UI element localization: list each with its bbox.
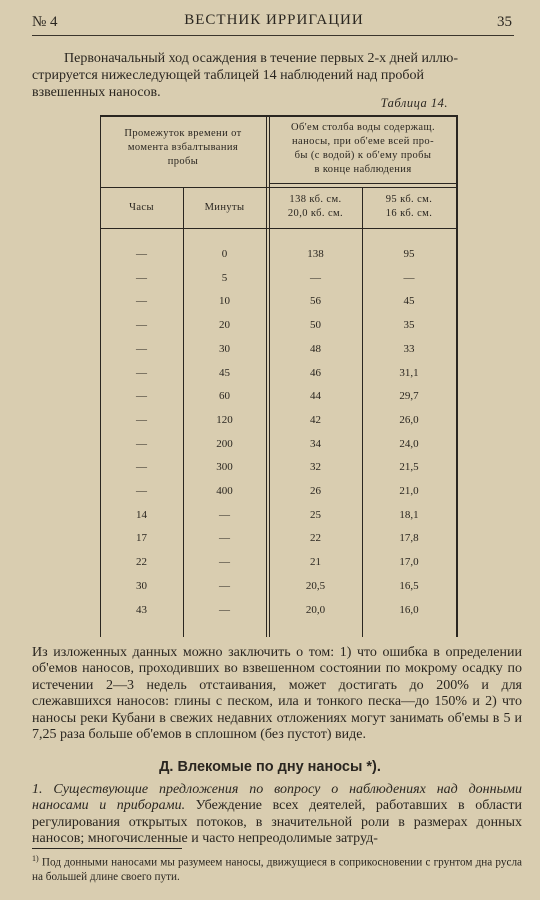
table-cell-v2: 31,1 bbox=[399, 367, 419, 379]
table-cell-minutes: — bbox=[219, 580, 230, 592]
table-cell-hours: — bbox=[136, 438, 147, 450]
table-cell-hours: — bbox=[136, 414, 147, 426]
intro-line-3: взвешенных наносов. bbox=[32, 85, 161, 100]
table-cell-minutes: — bbox=[219, 532, 230, 544]
footnote-mark: 1) bbox=[32, 854, 39, 863]
table-cell-v1: 32 bbox=[310, 461, 321, 473]
table-cell-v1: 138 bbox=[307, 248, 324, 260]
section-heading: Д. Влекомые по дну наносы *). bbox=[159, 759, 381, 775]
intro-line-2: стрируется нижеследующей таблицей 14 наблюдений над пробой bbox=[32, 68, 425, 83]
table-cell-v1: 20,0 bbox=[305, 604, 326, 616]
table-cell-hours: 22 bbox=[136, 556, 147, 568]
table-cell-v1: 25 bbox=[310, 509, 321, 521]
table-cell-v2: 35 bbox=[403, 319, 415, 331]
table-cell-hours: — bbox=[136, 319, 147, 331]
intro-paragraph bbox=[32, 50, 522, 101]
table-cell-hours: — bbox=[136, 295, 147, 307]
table-header-rule-1 bbox=[100, 187, 457, 188]
table-right-border bbox=[456, 115, 458, 637]
section-text: Убеждение всех деятелей, работавших в области регулирования открытых потоков, в значительной роли в размерах донных наносов; многочисленные и часто непреодолимые затруд- bbox=[32, 798, 522, 847]
header-time-interval: Промежуток времени от момента взбалтывания пробы bbox=[124, 128, 242, 167]
table-cell-v2: 24,0 bbox=[399, 438, 419, 450]
table-cell-minutes: — bbox=[219, 509, 230, 521]
footnote-rule bbox=[32, 848, 182, 849]
table-cell-v1: — bbox=[310, 272, 321, 284]
table-cell-v1: 46 bbox=[310, 367, 321, 379]
header-hours: Часы bbox=[129, 202, 154, 213]
observation-table bbox=[100, 115, 456, 637]
table-cell-v1: 21 bbox=[310, 556, 321, 568]
table-cell-hours: — bbox=[136, 272, 147, 284]
page-number: 35 bbox=[497, 14, 512, 30]
table-cell-hours: — bbox=[136, 461, 147, 473]
table-divider-main bbox=[266, 115, 267, 637]
table-cell-minutes: — bbox=[219, 604, 230, 616]
table-cell-v2: 16,5 bbox=[399, 580, 419, 592]
table-cell-hours: 30 bbox=[136, 580, 147, 592]
table-cell-hours: 14 bbox=[136, 509, 147, 521]
footnote-text: Под донными наносами мы разумеем наносы, движущиеся в соприкосновении с грунтом дна русла на большей длине своего пути. bbox=[32, 856, 522, 883]
conclusion-paragraph: Из изложенных данных можно заключить о том: 1) что ошибка в определении об'емов наносов, проходивших во взвешенном состоянии по мокрому осадку по истечении 2—3 недель отстаивания, может достигать до 200% и для слежавшихся наносов: глины с песком, ила и тонкого песка—до 150% и 2) что наносы реки Кубани в свежих недавних отложениях могут занимать об'емы в 5 и 7,25 раза больше об'емов в сплошном (без пустот) виде. bbox=[32, 645, 522, 743]
table-cell-hours: — bbox=[136, 485, 147, 497]
table-cell-minutes: 5 bbox=[221, 272, 228, 284]
table-cell-minutes: 45 bbox=[219, 367, 230, 379]
table-caption: Таблица 14. bbox=[380, 96, 448, 110]
table-cell-hours: — bbox=[136, 367, 147, 379]
table-cell-minutes: 400 bbox=[216, 485, 233, 497]
header-sample-138: 138 кб. см. 20,0 кб. см. bbox=[287, 194, 344, 219]
table-cell-v1: 48 bbox=[310, 343, 321, 355]
table-cell-hours: — bbox=[136, 390, 147, 402]
header-minutes: Минуты bbox=[204, 202, 245, 213]
table-cell-v2: 18,1 bbox=[399, 509, 419, 521]
table-cell-v1: 34 bbox=[310, 438, 321, 450]
header-rule bbox=[32, 35, 514, 36]
table-top-rule bbox=[100, 115, 456, 117]
table-cell-minutes: 60 bbox=[219, 390, 230, 402]
table-cell-hours: — bbox=[136, 248, 147, 260]
header-volume-ratio: Об'ем столба воды содержащ. наносы, при об'еме всей про- бы (с водой) к об'ему пробы в конце наблюдения bbox=[291, 122, 435, 175]
table-cell-v1: 50 bbox=[310, 319, 321, 331]
section-subheading: 1. Существующие предложения по вопросу о наблюдениях над донными наносами и приборами. bbox=[32, 782, 522, 814]
header-sample-95: 95 кб. см. 16 кб. см. bbox=[385, 194, 433, 219]
table-cell-v1: 42 bbox=[310, 414, 321, 426]
table-cell-minutes: 300 bbox=[216, 461, 233, 473]
issue-number: № 4 bbox=[32, 14, 58, 30]
table-cell-v1: 44 bbox=[310, 390, 321, 402]
table-cell-minutes: — bbox=[219, 556, 230, 568]
table-header-rule-right bbox=[269, 183, 457, 184]
table-cell-v2: 17,8 bbox=[399, 532, 419, 544]
table-cell-minutes: 120 bbox=[216, 414, 233, 426]
table-cell-v2: 29,7 bbox=[399, 390, 419, 402]
table-cell-v2: 17,0 bbox=[399, 556, 419, 568]
table-cell-v2: — bbox=[403, 272, 415, 284]
footnote bbox=[32, 852, 522, 884]
table-cell-hours: — bbox=[136, 343, 147, 355]
running-header bbox=[32, 12, 516, 34]
table-cell-v2: 21,0 bbox=[399, 485, 419, 497]
table-cell-v1: 22 bbox=[310, 532, 321, 544]
table-cell-hours: 17 bbox=[136, 532, 147, 544]
table-cell-v2: 21,5 bbox=[399, 461, 419, 473]
table-header-rule-2 bbox=[100, 228, 457, 229]
table-cell-hours: 43 bbox=[136, 604, 147, 616]
intro-line-1: Первоначальный ход осаждения в течение первых 2-х дней иллю- bbox=[64, 51, 459, 66]
table-cell-minutes: 200 bbox=[216, 438, 233, 450]
table-cell-v1: 20,5 bbox=[305, 580, 326, 592]
table-cell-v2: 95 bbox=[403, 248, 415, 260]
table-cell-v1: 56 bbox=[310, 295, 321, 307]
section-paragraph bbox=[32, 782, 522, 848]
table-cell-minutes: 10 bbox=[219, 295, 230, 307]
table-cell-v2: 45 bbox=[403, 295, 415, 307]
table-cell-minutes: 30 bbox=[219, 343, 230, 355]
table-cell-v1: 26 bbox=[310, 485, 321, 497]
journal-title: ВЕСТНИК ИРРИГАЦИИ bbox=[184, 12, 364, 28]
table-cell-minutes: 0 bbox=[221, 248, 228, 260]
table-cell-v2: 26,0 bbox=[399, 414, 419, 426]
table-cell-v2: 33 bbox=[403, 343, 415, 355]
table-cell-v2: 16,0 bbox=[399, 604, 419, 616]
table-cell-minutes: 20 bbox=[219, 319, 230, 331]
